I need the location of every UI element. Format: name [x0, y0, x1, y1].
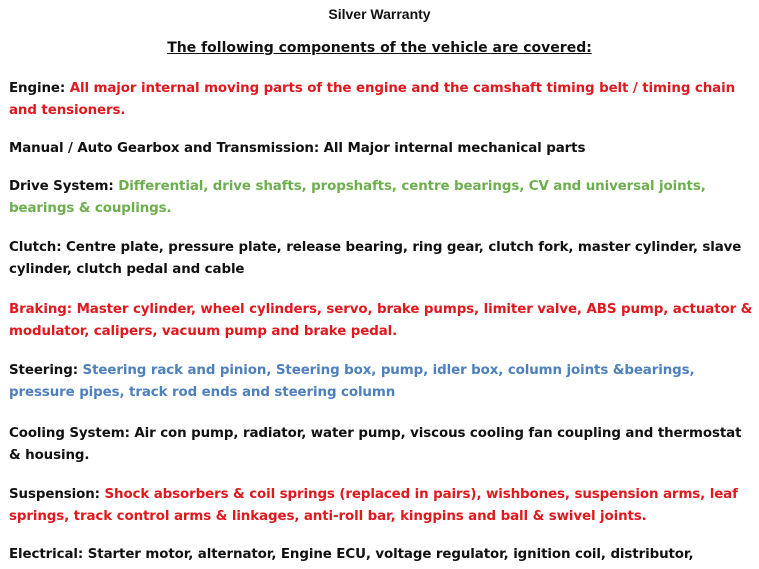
item-description: Differential, drive shafts, propshafts, centre bearings, CV and universal joints, bearings & couplings.: [9, 179, 706, 216]
item-label: Cooling System:: [9, 426, 130, 441]
item-label: Electrical:: [9, 547, 84, 562]
item-label: Braking:: [9, 302, 73, 317]
item-description: Centre plate, pressure plate, release bearing, ring gear, clutch fork, master cylinder, slave cylinder, clutch pedal and cable: [9, 240, 742, 277]
item-label: Manual / Auto Gearbox and Transmission:: [9, 141, 320, 156]
item-description: Starter motor, alternator, Engine ECU, voltage regulator, ignition coil, distributor,: [87, 547, 694, 562]
item-label: Drive System:: [9, 179, 114, 194]
coverage-item-braking: [9, 299, 754, 343]
item-label: Clutch:: [9, 240, 62, 255]
coverage-item-drive-system: [9, 176, 754, 220]
coverage-item-cooling-system: [9, 423, 754, 467]
item-description: All Major internal mechanical parts: [323, 141, 586, 156]
item-description: All major internal moving parts of the engine and the camshaft timing belt / timing chain and tensioners.: [9, 81, 736, 118]
coverage-item-clutch: [9, 237, 754, 281]
item-description: Master cylinder, wheel cylinders, servo, brake pumps, limiter valve, ABS pump, actuator & modulator, calipers, vacuum pump and brake pedal.: [9, 302, 753, 339]
coverage-heading: The following components of the vehicle are covered:: [167, 40, 592, 56]
coverage-item-gearbox: [9, 138, 754, 160]
coverage-item-engine: [9, 78, 754, 122]
coverage-item-steering: [9, 360, 754, 404]
coverage-item-suspension: [9, 484, 754, 528]
item-description: Steering rack and pinion, Steering box, pump, idler box, column joints &bearings, pressure pipes, track rod ends and steering column: [9, 363, 695, 400]
coverage-item-electrical: [9, 544, 754, 566]
page-title: Silver Warranty: [328, 6, 431, 22]
item-description: Air con pump, radiator, water pump, viscous cooling fan coupling and thermostat & housing.: [9, 426, 742, 463]
item-label: Steering:: [9, 363, 78, 378]
item-label: Suspension:: [9, 487, 100, 502]
item-description: Shock absorbers & coil springs (replaced in pairs), wishbones, suspension arms, leaf springs, track control arms & linkages, anti-roll bar, kingpins and ball & swivel joints.: [9, 487, 738, 524]
item-label: Engine:: [9, 81, 66, 96]
